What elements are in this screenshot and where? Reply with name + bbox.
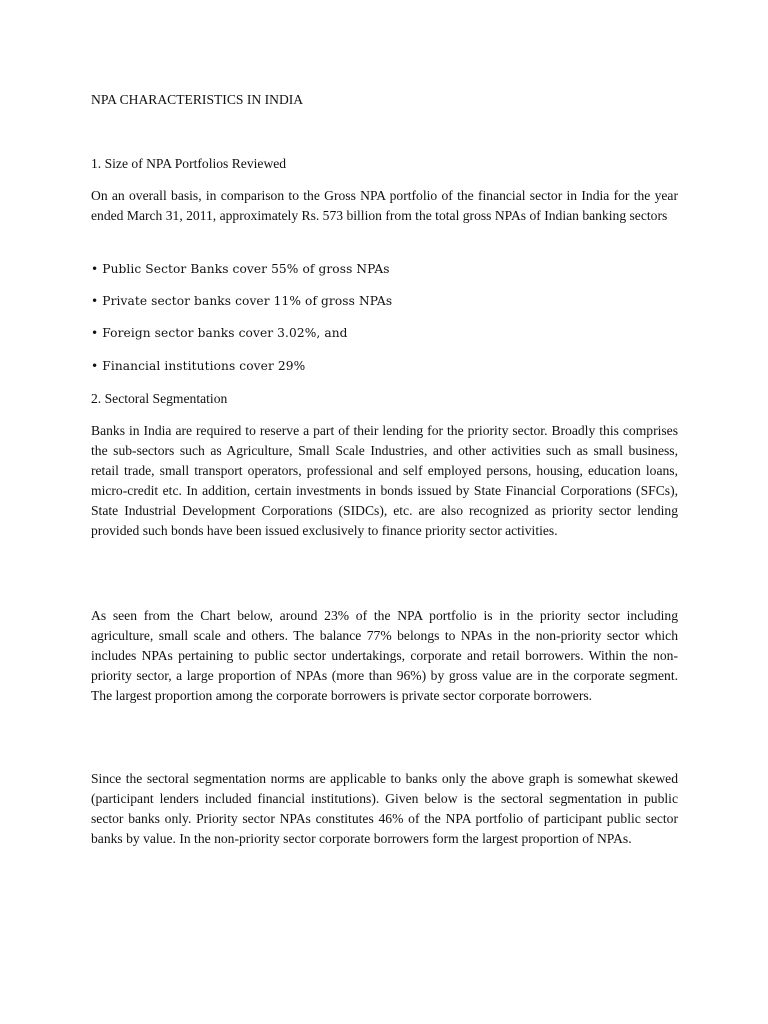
bullet-foreign-sector: • Foreign sector banks cover 3.02%, and	[91, 326, 348, 340]
section2-paragraph-1: Banks in India are required to reserve a part of their lending for the priority sector. Broadly this comprises the sub-sectors such as Agriculture, Small Scale Industries, and other activities such as small business, retail trade, small transport operators, professional and self employed persons, housing, education loans, micro-credit etc. In addition, certain investments in bonds issued by State Financial Corporations (SFCs), State Industrial Development Corporations (SIDCs), etc. are also recognized as priority sector lending provided such bonds have been issued exclusively to finance priority sector activities.	[91, 423, 678, 538]
section2-heading: 2. Sectoral Segmentation	[91, 391, 228, 406]
section1-intro-paragraph: On an overall basis, in comparison to the Gross NPA portfolio of the financial sector in India for the year ended March 31, 2011, approximately Rs. 573 billion from the total gross NPAs of Indian banking sectors	[91, 188, 678, 223]
bullet-public-sector: • Public Sector Banks cover 55% of gross NPAs	[91, 262, 390, 276]
document-title: NPA CHARACTERISTICS IN INDIA	[91, 92, 304, 107]
section2-para3-block	[91, 769, 678, 849]
section1-intro-block	[91, 186, 678, 226]
section2-para2-block	[91, 606, 678, 706]
bullet-private-sector: • Private sector banks cover 11% of gross NPAs	[91, 294, 393, 308]
section2-paragraph-3: Since the sectoral segmentation norms are applicable to banks only the above graph is somewhat skewed (participant lenders included financial institutions). Given below is the sectoral segmentation in public sector banks only. Priority sector NPAs constitutes 46% of the NPA portfolio of participant public sector banks by value. In the non-priority sector corporate borrowers form the largest proportion of NPAs.	[91, 771, 678, 846]
section2-para1-block	[91, 421, 678, 541]
section2-paragraph-2: As seen from the Chart below, around 23% of the NPA portfolio is in the priority sector including agriculture, small scale and others. The balance 77% belongs to NPAs in the non-priority sector which includes NPAs pertaining to public sector undertakings, corporate and retail borrowers. Within the non-priority sector, a large proportion of NPAs (more than 96%) by gross value are in the corporate segment. The largest proportion among the corporate borrowers is private sector corporate borrowers.	[91, 608, 678, 703]
bullet-financial-institutions: • Financial institutions cover 29%	[91, 359, 306, 373]
section1-heading: 1. Size of NPA Portfolios Reviewed	[91, 156, 287, 171]
